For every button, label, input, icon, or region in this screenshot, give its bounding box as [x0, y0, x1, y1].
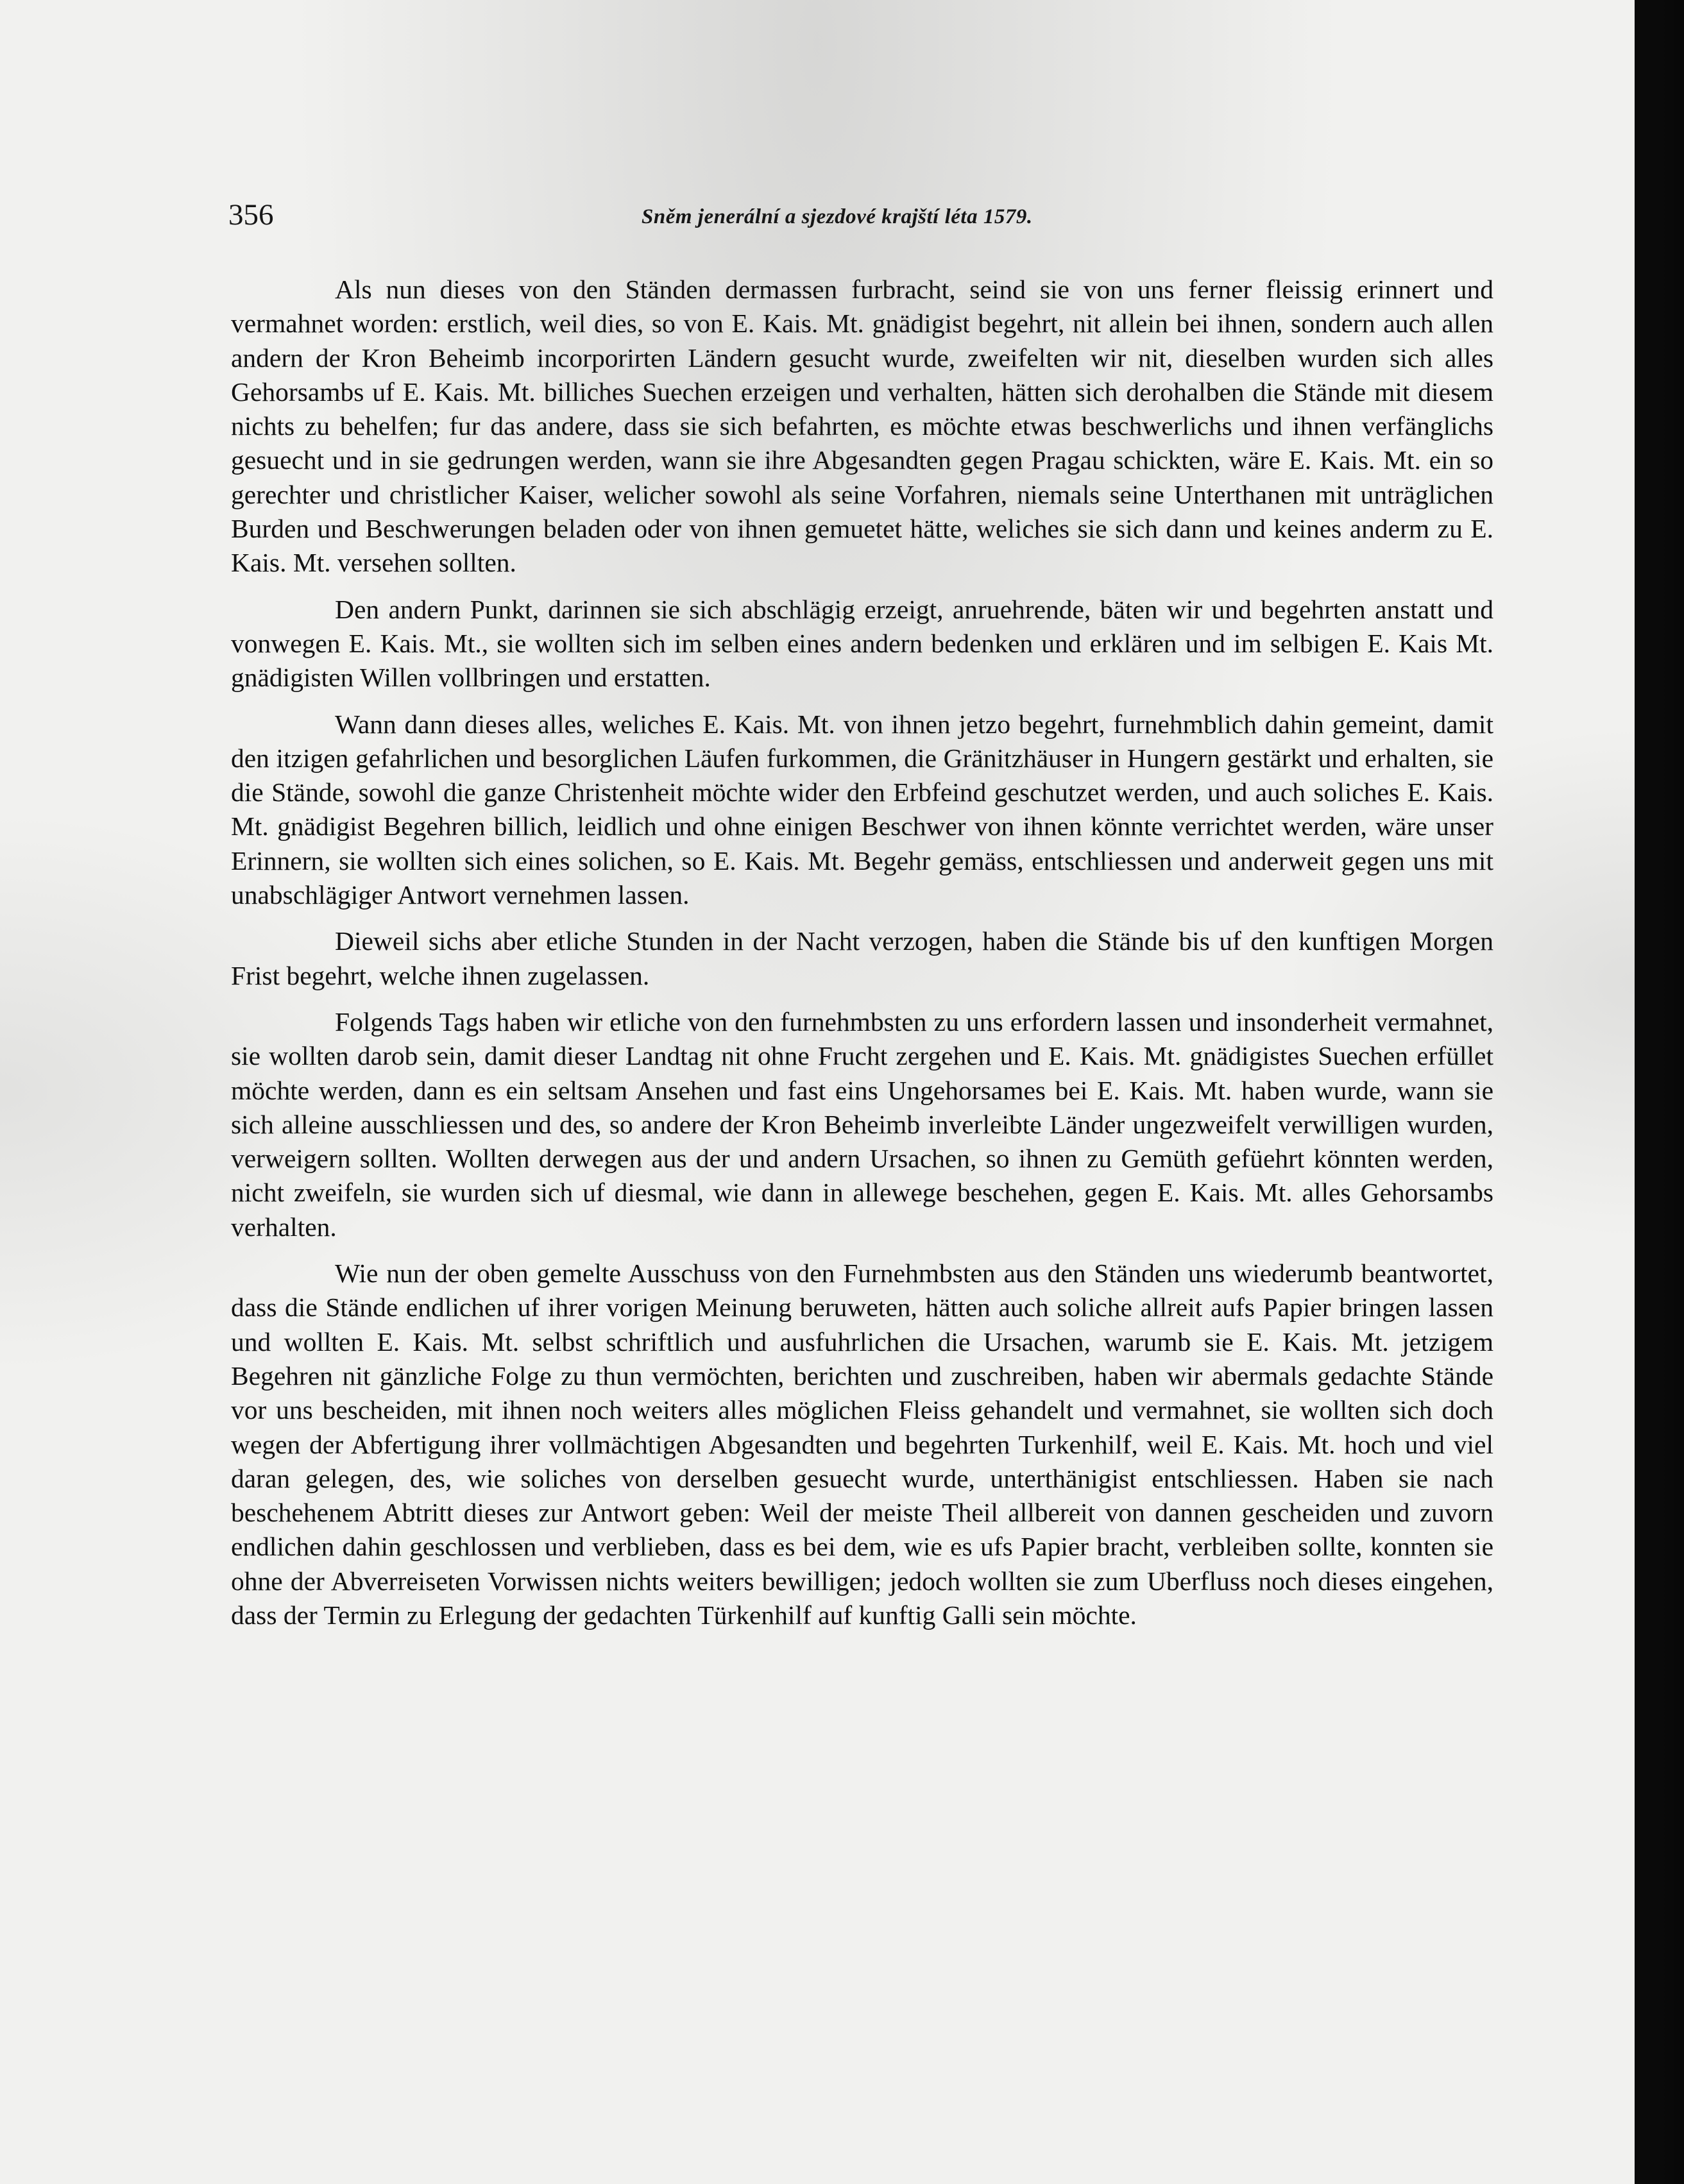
- body-text: [231, 273, 1493, 1632]
- running-title: Sněm jenerální a sjezdové krajští léta 1579.: [642, 205, 1033, 228]
- paragraph: Folgends Tags haben wir etliche von den furnehmbsten zu uns erfordern lassen und insonderheit vermahnet, sie wollten darob sein, damit dieser Landtag nit ohne Frucht zergehen und E. Kais. Mt. gnädigistes Suechen erfüllet möchte werden, dann es ein seltsam Ansehen und fast eins Ungehorsames bei E. Kais. Mt. haben wurde, wann sie sich alleine ausschliessen und des, so andere der Kron Beheimb inverleibte Länder ungezweifelt verwilligen wurden, verweigern sollten. Wollten derwegen aus der und andern Ursachen, so ihnen zu Gemüth gefüehrt könnten werden, nicht zweifeln, sie wurden sich uf diesmal, wie dann in allewege beschehen, gegen E. Kais. Mt. alles Gehorsambs verhalten.: [231, 1006, 1493, 1242]
- paragraph: Wie nun der oben gemelte Ausschuss von den Furnehmbsten aus den Ständen uns wiederumb beantwortet, dass die Stände endlichen uf ihrer vorigen Meinung beruweten, hätten auch soliche allreit aufs Papier bringen lassen und wollten E. Kais. Mt. selbst schriftlich und ausfuhrlichen die Ursachen, warumb sie E. Kais. Mt. jetzigem Begehren nit gänzliche Folge zu thun vermöchten, berichten und zuschreiben, haben wir abermals gedachte Stände vor uns bescheiden, mit ihnen noch weiters alles möglichen Fleiss gehandelt und vermahnet, sie wollten sich doch wegen der Abfertigung ihrer vollmächtigen Abgesandten und begehrten Turkenhilf, weil E. Kais. Mt. hoch und viel daran gelegen, des, wie soliches von derselben gesuecht wurde, unterthänigist entschliessen. Haben sie nach beschehenem Abtritt dieses zur Antwort geben: Weil der meiste Theil allbereit von dannen gescheiden und zuvorn endlichen dahin geschlossen und verblieben, dass es bei dem, wie es ufs Papier bracht, verbleiben sollte, konnten sie ohne der Abverreiseten Vorwissen nichts weiters bewilligen; jedoch wollten sie zum Uberfluss noch dieses eingehen, dass der Termin zu Erlegung der gedachten Türkenhilf auf kunftig Galli sein möchte.: [231, 1258, 1493, 1630]
- page-edge-shadow: [1658, 0, 1684, 2184]
- page-number: 356: [228, 198, 274, 232]
- paragraph: Den andern Punkt, darinnen sie sich abschlägig erzeigt, anruehrende, bäten wir und begehrten anstatt und vonwegen E. Kais. Mt., sie wollten sich im selben eines andern bedenken und erklären und im selbigen E. Kais Mt. gnädigisten Willen vollbringen und erstatten.: [231, 594, 1493, 693]
- paragraph: Dieweil sichs aber etliche Stunden in der Nacht verzogen, haben die Stände bis uf den kunftigen Morgen Frist begehrt, welche ihnen zugelassen.: [231, 926, 1493, 990]
- paragraph: Wann dann dieses alles, weliches E. Kais. Mt. von ihnen jetzo begehrt, furnehmblich dahin gemeint, damit den itzigen gefahrlichen und besorglichen Läufen furkommen, die Gränitzhäuser in Hungern gestärkt und erhalten, sie die Stände, sowohl die ganze Christenheit möchte wider den Erbfeind geschutzet werden, und auch soliches E. Kais. Mt. gnädigist Begehren billich, leidlich und ohne einigen Beschwer von ihnen könnte verrichtet werden, wäre unser Erinnern, sie wollten sich eines solichen, so E. Kais. Mt. Begehr gemäss, entschliessen und anderweit gegen uns mit unabschlägiger Antwort vernehmen lassen.: [231, 709, 1493, 910]
- paragraph: Als nun dieses von den Ständen dermassen furbracht, seind sie von uns ferner fleissig erinnert und vermahnet worden: erstlich, weil dies, so von E. Kais. Mt. gnädigist begehrt, nit allein bei ihnen, sondern auch allen andern der Kron Beheimb incorporirten Ländern gesucht wurde, zweifelten wir nit, dieselben wurden sich alles Gehorsambs uf E. Kais. Mt. billiches Suechen erzeigen und verhalten, hätten sich derohalben die Stände mit diesem nichts zu behelfen; fur das andere, dass sie sich befahrten, es möchte etwas beschwerlichs und ihnen verfänglichs gesuecht und in sie gedrungen werden, wann sie ihre Abgesandten gegen Pragau schickten, wäre E. Kais. Mt. ein so gerechter und christlicher Kaiser, welicher sowohl als seine Vorfahren, niemals seine Unterthanen mit unträglichen Burden und Beschwerungen beladen oder von ihnen gemuetet hätte, weliches sie sich dann und keines anderm zu E. Kais. Mt. versehen sollten.: [231, 275, 1493, 578]
